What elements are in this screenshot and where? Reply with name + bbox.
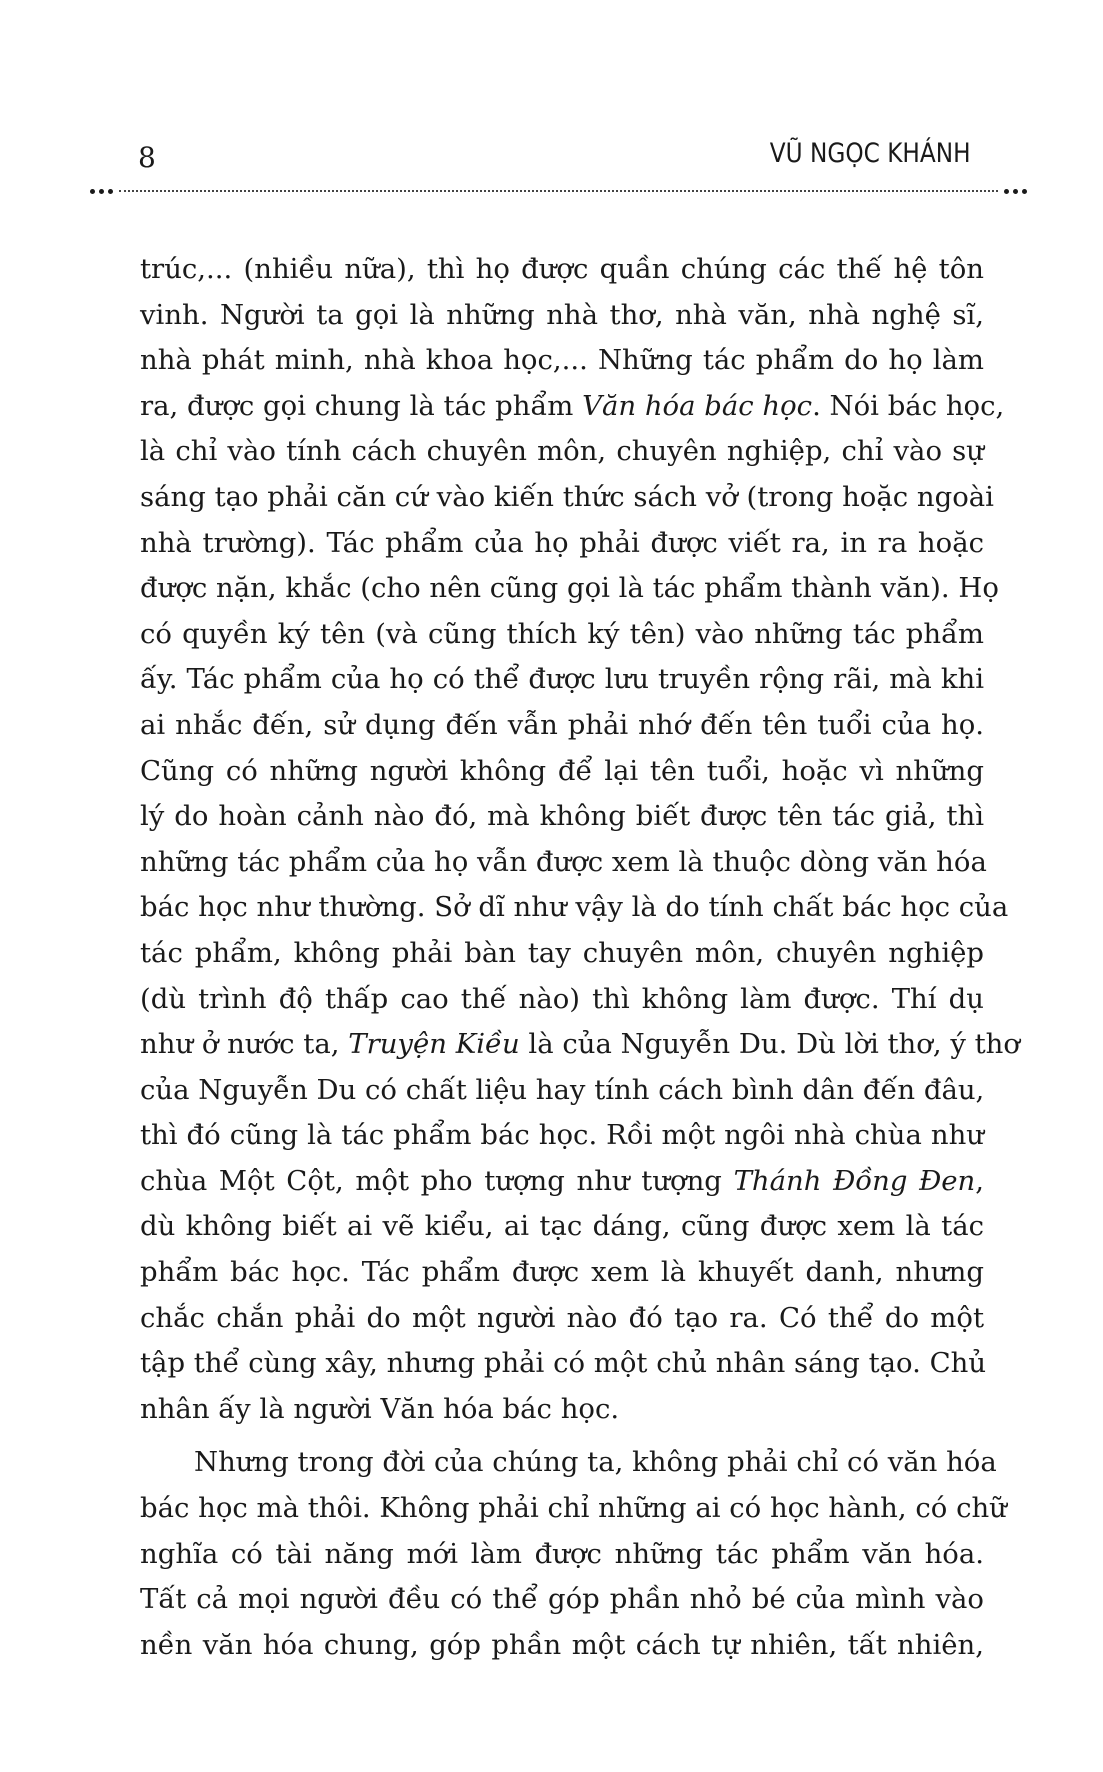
text-segment: chùa Một Cột, một pho tượng như tượng <box>140 1164 734 1197</box>
text-line: ấy. Tác phẩm của họ có thể được lưu truyền rộng rãi, mà khi <box>140 663 984 696</box>
italic-title: Truyện Kiều <box>348 1028 520 1061</box>
text-line: dù không biết ai vẽ kiểu, ai tạc dáng, cũng được xem là tác <box>140 1210 984 1243</box>
text-line: trúc,... (nhiều nữa), thì họ được quần chúng các thế hệ tôn <box>140 253 984 285</box>
paragraph <box>140 247 1020 1432</box>
text-line: là chỉ vào tính cách chuyên môn, chuyên nghiệp, chỉ vào sự <box>140 435 984 468</box>
text-line: có quyền ký tên (và cũng thích ký tên) vào những tác phẩm <box>140 617 984 650</box>
text-line: nghĩa có tài năng mới làm được những tác phẩm văn hóa. <box>140 1537 984 1570</box>
text-line: Cũng có những người không để lại tên tuổi, hoặc vì những <box>140 754 984 787</box>
page-number: 8 <box>138 141 156 174</box>
text-line: thì đó cũng là tác phẩm bác học. Rồi một ngôi nhà chùa như <box>140 1119 984 1152</box>
body-text <box>140 247 1020 1668</box>
text-line: Tất cả mọi người đều có thể góp phần nhỏ bé của mình vào <box>140 1583 984 1616</box>
text-line: bác học như thường. Sở dĩ như vậy là do tính chất bác học của <box>140 891 1009 924</box>
italic-title: Văn hóa bác học <box>582 389 813 422</box>
text-line: (dù trình độ thấp cao thế nào) thì không làm được. Thí dụ <box>140 982 984 1015</box>
divider-dotted-line <box>119 190 998 192</box>
text-line: của Nguyễn Du có chất liệu hay tính cách bình dân đến đâu, <box>140 1073 985 1106</box>
text-line <box>140 384 1005 430</box>
text-line: tác phẩm, không phải bàn tay chuyên môn, chuyên nghiệp <box>140 936 984 969</box>
text-segment: . Nói bác học, <box>812 389 1005 422</box>
text-segment: là của Nguyễn Du. Dù lời thơ, ý thơ <box>519 1028 1020 1061</box>
text-line: Nhưng trong đời của chúng ta, không phải chỉ có văn hóa <box>194 1446 997 1479</box>
divider-dots-right <box>1004 189 1027 194</box>
text-line: sáng tạo phải căn cứ vào kiến thức sách vở (trong hoặc ngoài <box>140 480 994 513</box>
text-line <box>140 1022 1020 1068</box>
text-line: nền văn hóa chung, góp phần một cách tự nhiên, tất nhiên, <box>140 1628 984 1661</box>
paragraph <box>140 1440 1007 1668</box>
text-line: tập thể cùng xây, nhưng phải có một chủ nhân sáng tạo. Chủ <box>140 1347 987 1380</box>
text-line: được nặn, khắc (cho nên cũng gọi là tác phẩm thành văn). Họ <box>140 572 999 605</box>
text-line: nhân ấy là người Văn hóa bác học. <box>140 1392 620 1425</box>
text-line: nhà phát minh, nhà khoa học,... Những tác phẩm do họ làm <box>140 344 984 377</box>
text-line: vinh. Người ta gọi là những nhà thơ, nhà văn, nhà nghệ sĩ, <box>140 298 984 331</box>
italic-title: Thánh Đồng Đen <box>733 1164 976 1197</box>
text-segment: ra, được gọi chung là tác phẩm <box>140 389 583 422</box>
running-head: VŨ NGỌC KHÁNH <box>770 138 971 169</box>
text-line <box>140 1159 984 1205</box>
header-divider <box>90 187 1027 195</box>
text-line: phẩm bác học. Tác phẩm được xem là khuyết danh, nhưng <box>140 1256 984 1289</box>
text-line: những tác phẩm của họ vẫn được xem là thuộc dòng văn hóa <box>140 845 987 878</box>
text-line: lý do hoàn cảnh nào đó, mà không biết được tên tác giả, thì <box>140 800 984 833</box>
text-line: chắc chắn phải do một người nào đó tạo ra. Có thể do một <box>140 1301 984 1334</box>
divider-dots-left <box>90 189 113 194</box>
text-line: nhà trường). Tác phẩm của họ phải được viết ra, in ra hoặc <box>140 526 984 559</box>
text-line: ai nhắc đến, sử dụng đến vẫn phải nhớ đến tên tuổi của họ. <box>140 708 984 741</box>
text-line: bác học mà thôi. Không phải chỉ những ai có học hành, có chữ <box>140 1492 1007 1525</box>
text-segment: như ở nước ta, <box>140 1028 349 1061</box>
text-segment: , <box>975 1164 985 1197</box>
